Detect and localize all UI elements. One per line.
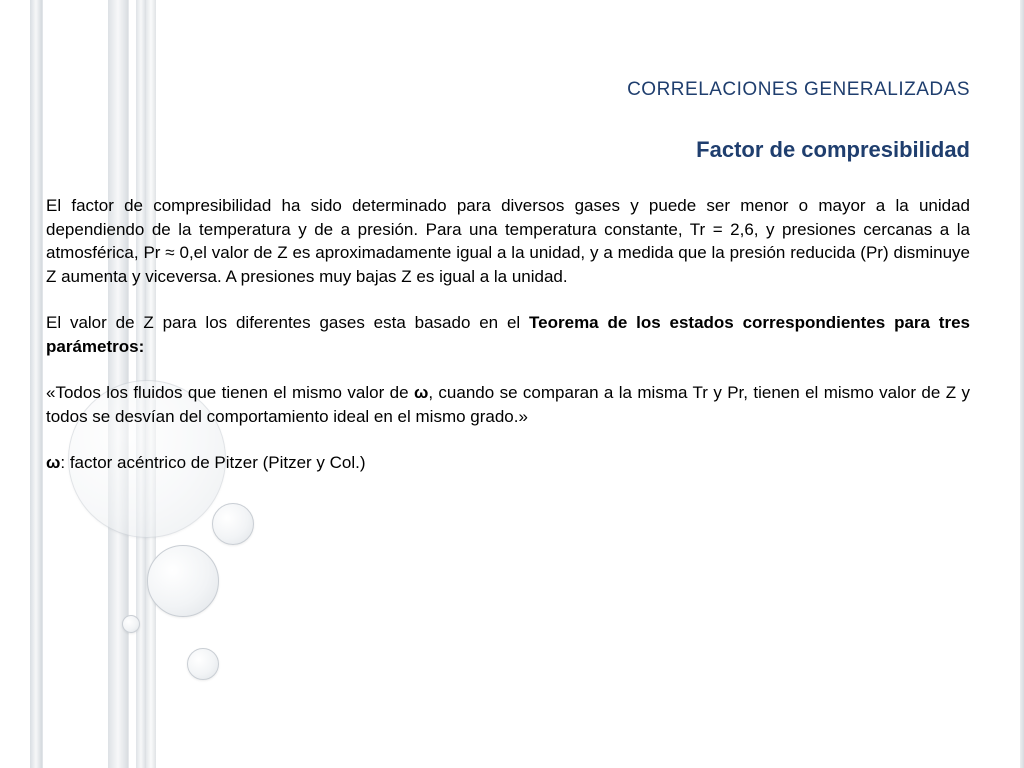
paragraph-omega-definition [46, 451, 970, 475]
decorative-pillar [30, 0, 42, 768]
paragraph-theorem-text: El valor de Z para los diferentes gases esta basado en el [46, 313, 530, 332]
decorative-circle [147, 545, 219, 617]
paragraph-definition: El factor de compresibilidad ha sido determinado para diversos gases y puede ser menor o mayor a la unidad dependiendo de la temperatura y de a presión. Para una temperatura constante, Tr = 2,6, y presiones cercanas a la atmosférica, Pr ≈ 0,el valor de Z es aproximadamente igual a la unidad, y a medida que la presión reducida (Pr) disminuye Z aumenta y viceversa. A presiones muy bajas Z es igual a la unidad. [46, 196, 970, 286]
paragraph-quote [46, 381, 970, 428]
omega-symbol: ω [413, 383, 429, 402]
slide-content [46, 76, 970, 475]
quote-text-start: «Todos los fluidos que tienen el mismo valor de [46, 383, 414, 402]
omega-definition-text: : factor acéntrico de Pitzer (Pitzer y Col.) [60, 453, 366, 472]
decorative-edge [1020, 0, 1024, 768]
omega-symbol: ω [46, 453, 61, 472]
decorative-circle [187, 648, 219, 680]
quote-text-end: , cuando se comparan a la misma Tr y Pr, tienen el mismo valor de Z y todos se desvían del comportamiento ideal en el mismo grado.» [46, 383, 970, 426]
decorative-circle [212, 503, 254, 545]
paragraph-theorem [46, 311, 970, 358]
slide-subtitle: Factor de compresibilidad [696, 137, 970, 162]
theorem-name: Teorema de los estados correspondientes para tres parámetros: [46, 313, 970, 356]
slide-title: CORRELACIONES GENERALIZADAS [627, 79, 970, 100]
decorative-circle [122, 615, 140, 633]
